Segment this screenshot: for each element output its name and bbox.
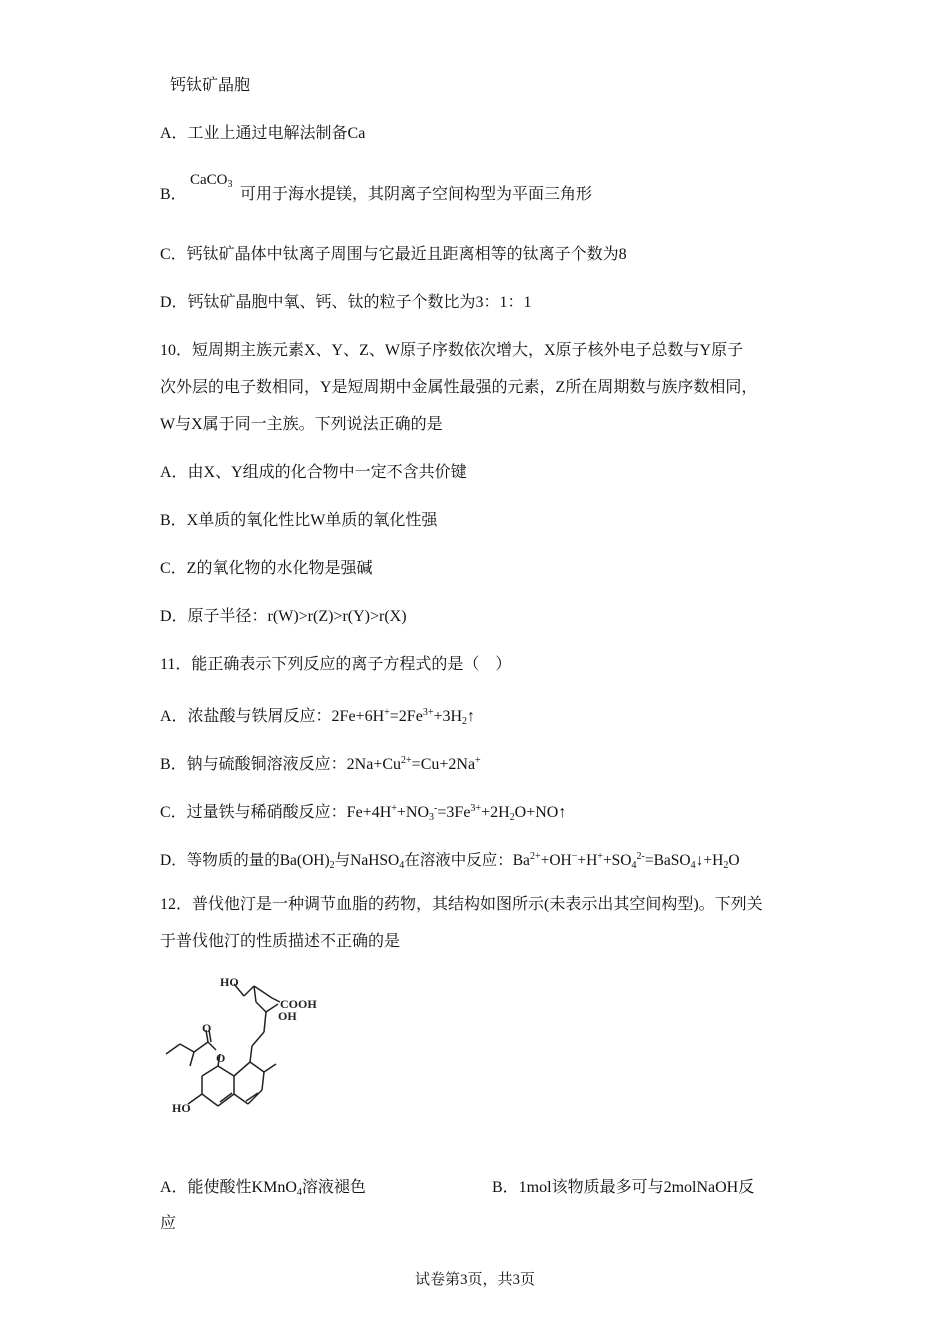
eq-sup: + — [597, 851, 603, 862]
eq-text: =BaSO — [644, 852, 691, 869]
q12-stem-1: 12．普伐他汀是一种调节血脂的药物，其结构如图所示(未表示出其空间构型)。下列关 — [160, 896, 763, 913]
q9-option-d: D．钙钛矿晶胞中氧、钙、钛的粒子个数比为3：1：1 — [160, 294, 532, 311]
structure-label: O — [202, 1021, 212, 1035]
q11-stem: 11．能正确表示下列反应的离子方程式的是（ ） — [160, 656, 512, 673]
eq-sup: 2+ — [529, 851, 541, 862]
eq-sub: 2 — [723, 860, 729, 871]
q10-option-c: C．Z的氧化物的水化物是强碱 — [160, 560, 373, 577]
q9-option-b-prefix: B． — [160, 186, 187, 203]
eq-text: ↑ — [467, 708, 476, 725]
q10-option-d: D．原子半径：r(W)>r(Z)>r(Y)>r(X) — [160, 608, 407, 625]
q11-option-c — [160, 799, 566, 828]
eq-text: 在溶液中反应：Ba — [404, 852, 530, 869]
structure-label: HO — [172, 1101, 191, 1115]
eq-text: +H — [577, 852, 598, 869]
formula-sub: 3 — [227, 179, 233, 190]
eq-text: +SO — [602, 852, 632, 869]
pravastatin-structure — [160, 972, 340, 1142]
q10-stem-1: 10．短周期主族元素X、Y、Z、W原子序数依次增大，X原子核外电子总数与Y原子 — [160, 342, 744, 359]
q10-option-b: B．X单质的氧化性比W单质的氧化性强 — [160, 512, 438, 529]
eq-text: B．钠与硫酸铜溶液反应：2Na+Cu — [160, 756, 402, 773]
eq-sub: 2 — [329, 860, 335, 871]
eq-text: +NO — [396, 804, 430, 821]
formula-base: CaCO — [190, 172, 228, 188]
eq-text: =2Fe — [389, 708, 423, 725]
caption: 钙钛矿晶胞 — [170, 77, 251, 94]
eq-sup: + — [384, 707, 390, 718]
eq-sup: 2+ — [401, 755, 412, 766]
q12-option-b-cont: 应 — [160, 1215, 177, 1232]
eq-text: =3Fe — [437, 804, 471, 821]
q11-option-b — [160, 751, 481, 775]
eq-text: A．浓盐酸与铁屑反应：2Fe+6H — [160, 708, 385, 725]
q10-stem-2: 次外层的电子数相同，Y是短周期中金属性最强的元素，Z所在周期数与族序数相同， — [160, 379, 758, 396]
eq-sup: + — [391, 803, 397, 814]
eq-sup: + — [475, 755, 481, 766]
structure-label: HO — [220, 975, 239, 989]
q11-option-d — [160, 847, 740, 876]
structure-label: O — [216, 1051, 226, 1065]
structure-label: COOH — [280, 997, 317, 1011]
eq-text: O — [728, 852, 740, 869]
eq-text: 与NaHSO — [334, 852, 400, 869]
eq-text: C．过量铁与稀硝酸反应：Fe+4H — [160, 804, 392, 821]
eq-text: +2H — [481, 804, 510, 821]
eq-sub: 2 — [509, 812, 515, 823]
q9-option-b-formula — [190, 172, 233, 190]
eq-sup: 3+ — [422, 707, 434, 718]
q10-option-a: A．由X、Y组成的化合物中一定不含共价键 — [160, 464, 467, 481]
eq-sup: - — [434, 803, 438, 814]
eq-text: =Cu+2Na — [411, 756, 476, 773]
eq-text: +OH — [540, 852, 572, 869]
option-text: 溶液褪色 — [301, 1179, 366, 1196]
q12-option-b: B．1mol该物质最多可与2molNaOH反 — [492, 1179, 755, 1196]
option-sub: 4 — [296, 1187, 302, 1198]
q10-stem-3: W与X属于同一主族。下列说法正确的是 — [160, 416, 443, 433]
q12-stem-2: 于普伐他汀的性质描述不正确的是 — [160, 933, 401, 950]
q9-option-a: A．工业上通过电解法制备Ca — [160, 125, 366, 142]
eq-text: ↓+H — [695, 852, 724, 869]
eq-sup: 3+ — [470, 803, 482, 814]
eq-sup: − — [571, 851, 578, 862]
q12-option-a — [160, 1178, 366, 1203]
q11-option-a — [160, 703, 475, 732]
eq-sub: 2 — [462, 716, 468, 727]
q9-option-c: C．钙钛矿晶体中钛离子周围与它最近且距离相等的钛离子个数为8 — [160, 246, 627, 263]
q9-option-b-text: 可用于海水提镁，其阴离子空间构型为平面三角形 — [240, 186, 593, 203]
eq-sub: 4 — [690, 860, 696, 871]
eq-sup: 2- — [636, 851, 645, 862]
eq-sub: 4 — [631, 860, 637, 871]
eq-text: D．等物质的量的Ba(OH) — [160, 852, 330, 869]
eq-sub: 3 — [429, 812, 435, 823]
eq-sub: 4 — [399, 860, 405, 871]
option-text: A．能使酸性KMnO — [160, 1179, 297, 1196]
page-footer: 试卷第3页，共3页 — [414, 1272, 535, 1288]
eq-text: +3H — [433, 708, 463, 725]
eq-text: O+NO↑ — [514, 804, 567, 821]
structure-label: OH — [278, 1009, 297, 1023]
